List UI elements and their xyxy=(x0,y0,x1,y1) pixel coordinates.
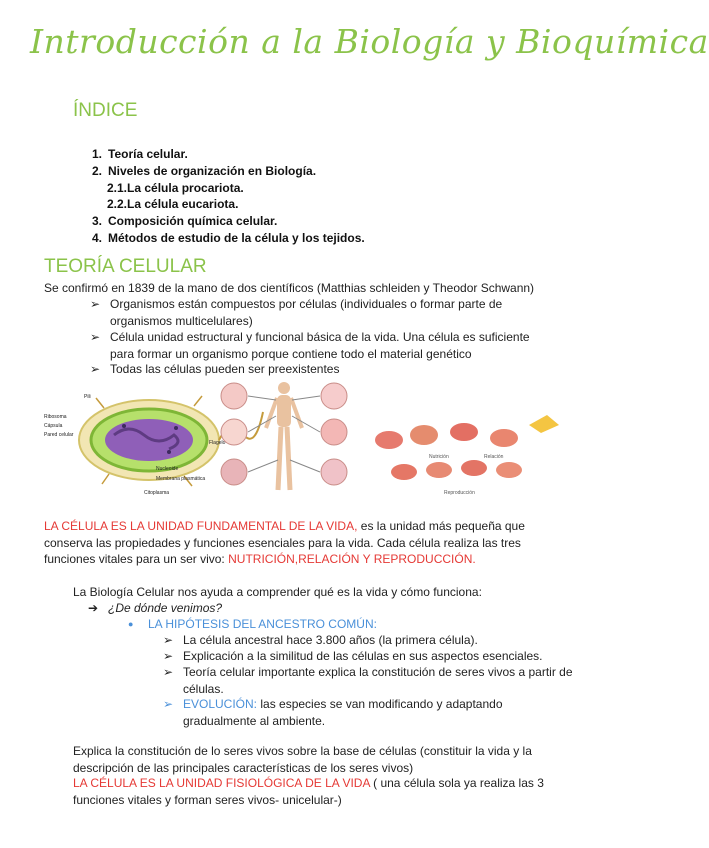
teoria-bullet: ➢ Todas las células pueden ser preexistentes xyxy=(90,362,340,376)
unidad-fundamental-paragraph: LA CÉLULA ES LA UNIDAD FUNDAMENTAL DE LA VIDA, es la unidad más pequeña que conserva las propiedades y funciones esenciales para la vida. Cada célula realiza las tres funciones vitales para un ser vivo: NUTRICIÓN,RELACIÓN Y REPRODUCCIÓN. xyxy=(44,519,525,566)
biologia-intro: La Biología Celular nos ayuda a comprender qué es la vida y cómo funciona: xyxy=(73,585,482,599)
hipotesis-point: ➢ Explicación a la similitud de las células en sus aspectos esenciales. xyxy=(163,649,543,663)
index-heading: ÍNDICE xyxy=(73,100,138,121)
index-subitem: 2.1.La célula procariota. xyxy=(107,180,244,195)
question-item: ➔ ¿De dónde venimos? xyxy=(88,601,223,615)
index-list xyxy=(92,146,365,247)
hipotesis-point: ➢ La célula ancestral hace 3.800 años (la primera célula). xyxy=(163,633,478,647)
teoria-intro: Se confirmó en 1839 de la mano de dos científicos (Matthias schleiden y Theodor Schwann) xyxy=(44,281,535,295)
label-reproduccion: Reproducción xyxy=(444,490,475,496)
label-relacion: Relación xyxy=(484,454,504,460)
label-ribosoma: Ribosoma xyxy=(44,414,67,420)
cell-reproduction-diagram xyxy=(375,415,559,496)
teoria-bullet: ➢ Célula unidad estructural y funcional básica de la vida. Una célula es suficiente para formar un organismo porque contiene todo el material genético xyxy=(90,330,530,361)
label-capsula: Cápsula xyxy=(44,423,63,429)
hipotesis-item: ● LA HIPÓTESIS DEL ANCESTRO COMÚN: xyxy=(128,617,377,631)
index-item: 1. Teoría celular. xyxy=(92,147,188,161)
index-item: 3. Composición química celular. xyxy=(92,214,278,229)
teoria-bullet: ➢ Organismos están compuestos por células (individuales o formar parte de organismos multicelulares) xyxy=(90,297,503,328)
document-title: Introducción a la Biología y Bioquímica xyxy=(30,22,709,61)
evolucion-point: ➢ EVOLUCIÓN: las especies se van modificando y adaptando gradualmente al ambiente. xyxy=(163,697,503,728)
hipotesis-point: ➢ Teoría celular importante explica la constitución de seres vivos a partir de células. xyxy=(163,665,573,696)
label-citoplasma: Citoplasma xyxy=(144,490,170,496)
figure-svg xyxy=(44,380,584,502)
human-tissues-diagram xyxy=(221,382,347,490)
unidad-fisiologica-paragraph: LA CÉLULA ES LA UNIDAD FISIOLÓGICA DE LA VIDA ( una célula sola ya realiza las 3 funciones vitales y forman seres vivos- unicelular-) xyxy=(73,776,544,807)
label-pili: Pili xyxy=(84,394,91,400)
index-subitem: 2.2.La célula eucariota. xyxy=(107,197,239,212)
explica-paragraph: Explica la constitución de lo seres vivos sobre la base de células (constituir la vida y la descripción de las principales características de los seres vivos) xyxy=(73,744,532,775)
index-item: 4. Métodos de estudio de la célula y los tejidos. xyxy=(92,230,365,245)
label-nucleoide: Nucleoide xyxy=(156,466,179,472)
label-nutricion: Nutrición xyxy=(429,454,449,460)
section-heading-teoria: TEORÍA CELULAR xyxy=(44,256,207,277)
label-pared: Pared celular xyxy=(44,432,74,438)
index-item: 2. Niveles de organización en Biología. xyxy=(92,163,317,178)
cell-illustrations xyxy=(44,380,584,502)
label-membrana: Membrana plasmática xyxy=(156,476,206,482)
label-flagelo: Flagelo xyxy=(209,440,226,446)
